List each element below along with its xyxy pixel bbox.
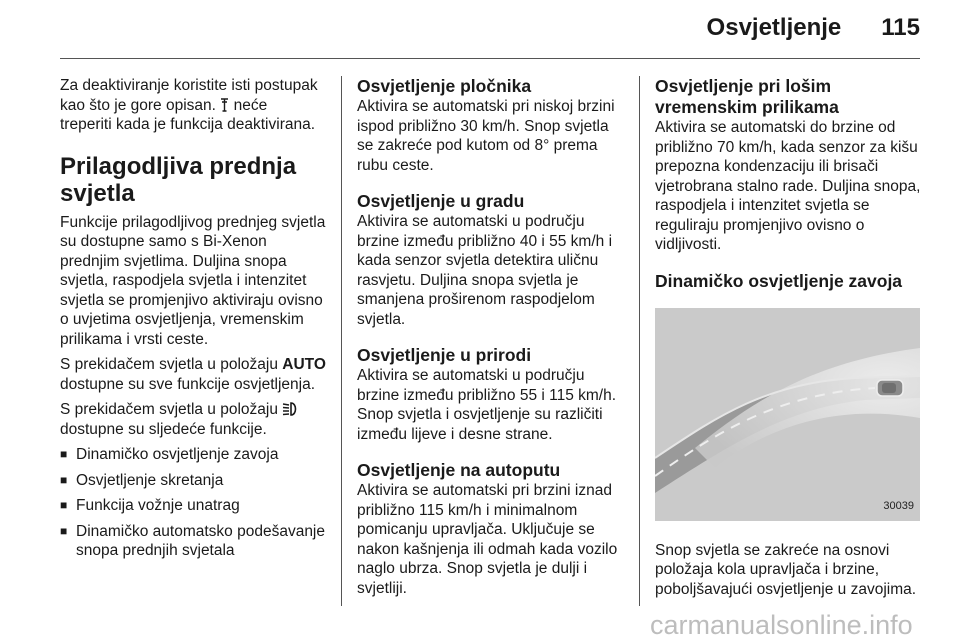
column-divider-2	[639, 76, 640, 606]
list-item: ■ Dinamičko osvjetljenje zavoja	[60, 446, 279, 463]
column-2	[357, 76, 625, 614]
headlight-paragraph: S prekidačem svjetla u položaju dostupne su sljedeće funkcije.	[60, 400, 328, 439]
adaptive-paragraph: Funkcije prilagodljivog prednjeg svjetla su dostupne samo s Bi-Xenon prednjim svjetlima. Duljina snopa svjetla, raspodjela svjetla i intenzitet svjetla se promjenjivo aktiviraju ovisno o uvjetima osvjetljenja, vremenskim prilikama i vrsti ceste.	[60, 213, 326, 348]
section-body: Aktivira se automatski pri niskoj brzini ispod približno 30 km/h. Snop svjetla se zakreće pod kutom od 8° prema rubu ceste.	[357, 98, 615, 174]
page-number: 115	[881, 14, 920, 41]
section-body: Aktivira se automatski u području brzine između približno 55 i 115 km/h. Snop svjetla i osvjetljenje su različiti između lijeve i desne strane.	[357, 367, 617, 443]
feature-list	[60, 445, 328, 561]
lamp-warning-icon	[220, 97, 233, 114]
list-item: ■ Osvjetljenje skretanja	[60, 471, 224, 489]
column-divider-1	[341, 76, 342, 606]
section-body: Aktivira se automatski u području brzine između približno 40 i 55 km/h i kada senzor svjetla detektira uličnu rasvjetu. Duljina snopa svjetla je smanjena proširenom raspodjelom svjetla.	[357, 213, 613, 328]
section-motorway-light	[357, 460, 625, 598]
section-title: Osvjetljenje u prirodi	[357, 345, 532, 365]
section-title-cornering: Dinamičko osvjetljenje zavoja	[655, 270, 903, 291]
page-title: Osvjetljenje	[706, 14, 842, 41]
section-city-light	[357, 191, 625, 329]
section-title: Osvjetljenje pločnika	[357, 76, 532, 96]
list-item: ■ Funkcija vožnje unatrag	[60, 497, 240, 514]
section-title: Osvjetljenje u gradu	[357, 191, 525, 211]
watermark: carmanualsonline.info	[650, 610, 913, 640]
intro-paragraph: Za deaktiviranje koristite isti postupak kao što je gore opisan. neće treperiti kada je funkcija deaktivirana.	[60, 77, 318, 133]
section-sidewalk-light	[357, 76, 625, 175]
section-body: Aktivira se automatski do brzine od približno 70 km/h, kada senzor za kišu prepozna kondenzaciju ili brisači vjetrobrana stalno rade. Duljina snopa, raspodjela i intenzitet svjetla se reguliraju promjenjivo ovisno o vidljivosti.	[655, 119, 921, 253]
road-curve-graphic	[655, 308, 920, 521]
section-country-light	[357, 345, 625, 444]
list-item: ■ Dinamičko automatsko podešavanje snopa prednjih svjetala	[60, 522, 325, 559]
section-title: Osvjetljenje na autoputu	[357, 460, 561, 480]
section-bad-weather-light	[655, 76, 925, 255]
cornering-caption: Snop svjetla se zakreće na osnovi položaja kola upravljača i brzine, poboljšavajući osvjetljenje u zavojima.	[655, 541, 917, 598]
auto-paragraph: S prekidačem svjetla u položaju AUTO dostupne su sve funkcije osvjetljenja.	[60, 356, 326, 393]
header-rule	[60, 58, 920, 59]
section-heading-adaptive: Prilagodljiva prednja svjetla	[60, 152, 297, 207]
section-title: Osvjetljenje pri lošim vremenskim prilikama	[655, 76, 839, 117]
headlight-icon	[282, 401, 298, 418]
auto-label: AUTO	[282, 356, 326, 373]
cornering-light-illustration	[655, 308, 920, 521]
column-3	[655, 76, 925, 605]
page-header	[707, 14, 920, 42]
figure-code: 30039	[883, 500, 914, 512]
section-body: Aktivira se automatski pri brzini iznad približno 115 km/h i minimalnom pomicanju upravljača. Uključuje se nakon kašnjenja ili odmah kada vozilo naglo ubrza. Snop svjetla je dulji i svjetliji.	[357, 482, 618, 597]
column-1	[60, 76, 328, 567]
